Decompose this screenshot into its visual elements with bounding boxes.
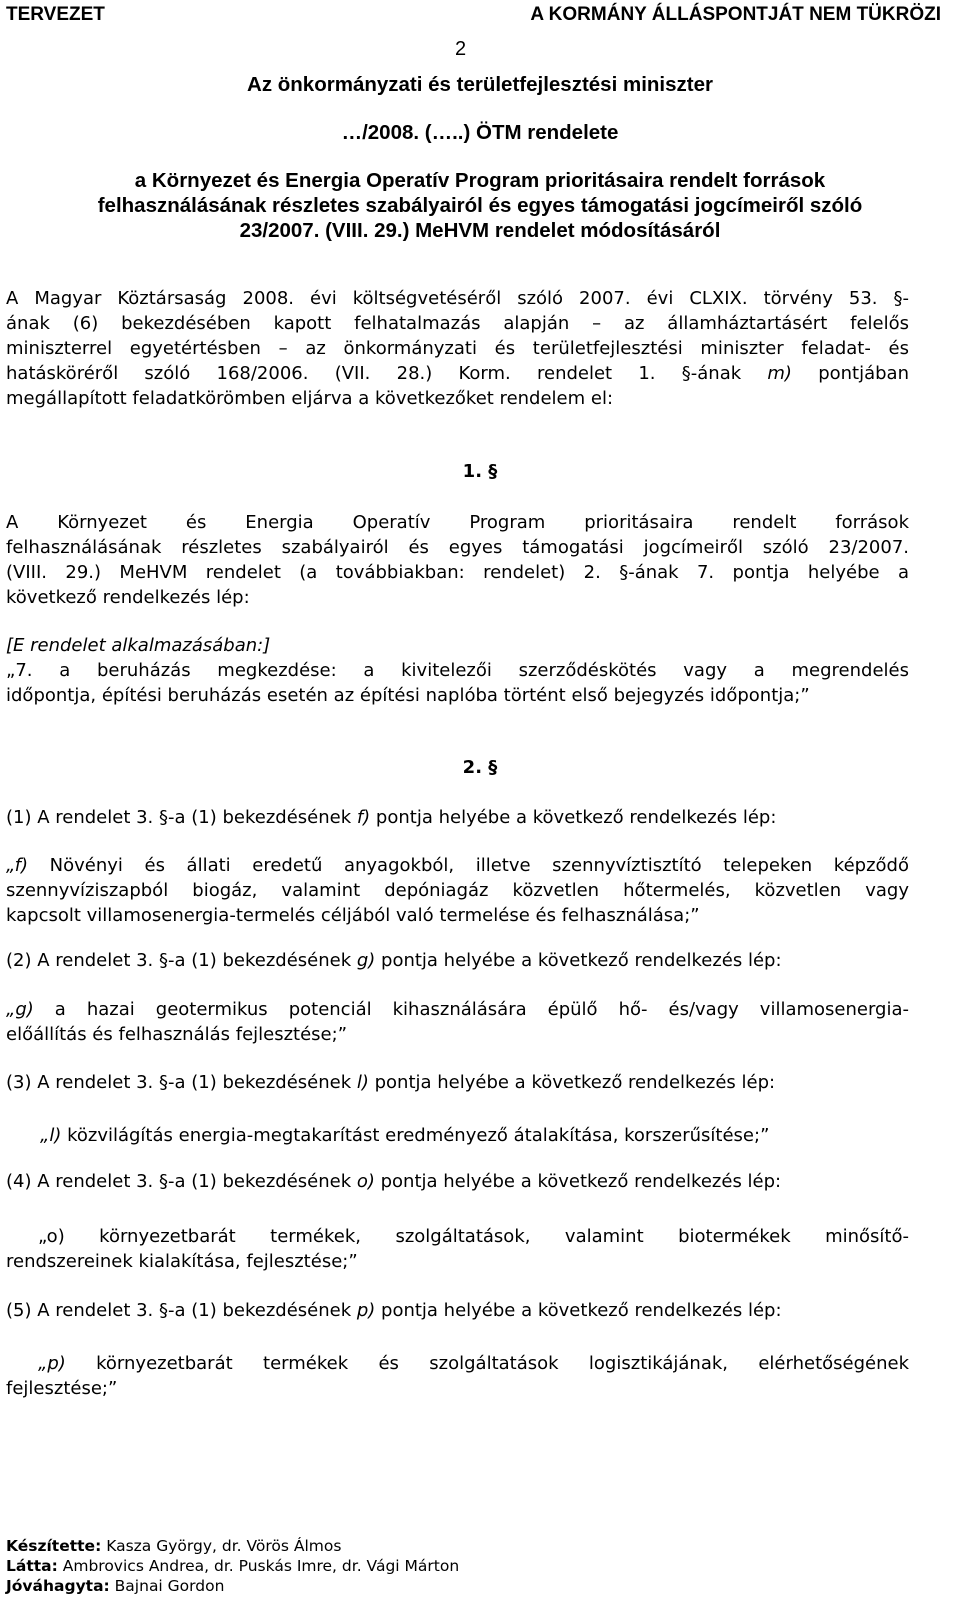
section-1-text-line-4: következő rendelkezés lép: [6, 587, 250, 608]
preamble-line-4: hatásköréről szóló 168/2006. (VII. 28.) Korm. rendelet 1. §-ának m) pontjában [6, 363, 909, 384]
title-decree-number: …/2008. (…..) ÖTM rendelete [341, 121, 619, 144]
amendment-1-intro: (1) A rendelet 3. §-a (1) bekezdésének f) pontja helyébe a következő rendelkezés lép: [6, 807, 777, 828]
preamble-line-3: miniszterrel egyetértésben – az önkormányzati és területfejlesztési miniszter feladat- és [6, 338, 909, 359]
preamble-line-5: megállapított feladatkörömben eljárva a következőket rendelem el: [6, 388, 614, 409]
amendment-1-text-line-3: kapcsolt villamosenergia-termelés céljából való termelése és felhasználása;” [6, 905, 700, 926]
section-1-text-line-1: A Környezet és Energia Operatív Program prioritásaira rendelt források [6, 512, 909, 533]
amendment-2-text-line-1: „g) a hazai geotermikus potenciál kihasználására épülő hő- és/vagy villamosenergia- [6, 999, 909, 1020]
section-1-definition-line-2: időpontja, építési beruházás esetén az építési naplóba történt első bejegyzés időpontja;” [6, 685, 810, 706]
section-1-definition-line-1: „7. a beruházás megkezdése: a kivitelezői szerződéskötés vagy a megrendelés [6, 660, 909, 681]
amendment-5-intro: (5) A rendelet 3. §-a (1) bekezdésének p) pontja helyébe a következő rendelkezés lép: [6, 1300, 782, 1321]
section-2-heading: 2. § [462, 757, 498, 778]
amendment-5-text-line-1: „p) környezetbarát termékek és szolgáltatások logisztikájának, elérhetőségének [38, 1353, 909, 1374]
title-issuer: Az önkormányzati és területfejlesztési miniszter [247, 73, 713, 96]
amendment-1-text-line-1: „f) Növényi és állati eredetű anyagokból, illetve szennyvíztisztító telepeken képződő [6, 855, 909, 876]
title-subject-line-1: a Környezet és Energia Operatív Program prioritásaira rendelt források [134, 169, 826, 192]
amendment-3-text-line-1: „l) közvilágítás energia-megtakarítást eredményező átalakítása, korszerűsítése;” [40, 1125, 770, 1146]
title-subject-line-2: felhasználásának részletes szabályairól és egyes támogatási jogcímeiről szóló [97, 194, 863, 217]
section-1-bracket-note: [E rendelet alkalmazásában:] [6, 635, 271, 656]
amendment-4-intro: (4) A rendelet 3. §-a (1) bekezdésének o) pontja helyébe a következő rendelkezés lép: [6, 1171, 782, 1192]
amendment-4-text-line-1: „o) környezetbarát termékek, szolgáltatások, valamint biotermékek minősítő- [38, 1226, 909, 1247]
section-1-text-line-3: (VIII. 29.) MeHVM rendelet (a továbbiakban: rendelet) 2. §-ának 7. pontja helyébe a [6, 562, 909, 583]
header-disclaimer: A KORMÁNY ÁLLÁSPONTJÁT NEM TÜKRÖZI [530, 4, 941, 25]
amendment-1-text-line-2: szennyvíziszapból biogáz, valamint depóniagáz közvetlen hőtermelés, közvetlen vagy [6, 880, 909, 901]
section-1-heading: 1. § [462, 461, 498, 482]
footer-approved-by: Jóváhagyta: Bajnai Gordon [6, 1577, 225, 1595]
amendment-3-intro: (3) A rendelet 3. §-a (1) bekezdésének l) pontja helyébe a következő rendelkezés lép: [6, 1072, 776, 1093]
amendment-4-text-line-2: rendszereinek kialakítása, fejlesztése;” [6, 1251, 358, 1272]
amendment-2-text-line-2: előállítás és felhasználás fejlesztése;” [6, 1024, 348, 1045]
footer-reviewed-by: Látta: Ambrovics Andrea, dr. Puskás Imre, dr. Vági Márton [6, 1557, 460, 1575]
title-subject-line-3: 23/2007. (VIII. 29.) MeHVM rendelet módosításáról [239, 219, 721, 242]
preamble-line-1: A Magyar Köztársaság 2008. évi költségvetéséről szóló 2007. évi CLXIX. törvény 53. §- [6, 288, 909, 309]
preamble-line-2: ának (6) bekezdésében kapott felhatalmazás alapján – az államháztartásért felelős [6, 313, 909, 334]
page-number: 2 [455, 38, 467, 60]
amendment-2-intro: (2) A rendelet 3. §-a (1) bekezdésének g) pontja helyébe a következő rendelkezés lép: [6, 950, 782, 971]
section-1-text-line-2: felhasználásának részletes szabályairól és egyes támogatási jogcímeiről szóló 23/2007. [6, 537, 909, 558]
amendment-5-text-line-2: fejlesztése;” [6, 1378, 118, 1399]
header-draft-label: TERVEZET [6, 4, 105, 25]
footer-prepared-by: Készítette: Kasza György, dr. Vörös Álmos [6, 1537, 342, 1555]
